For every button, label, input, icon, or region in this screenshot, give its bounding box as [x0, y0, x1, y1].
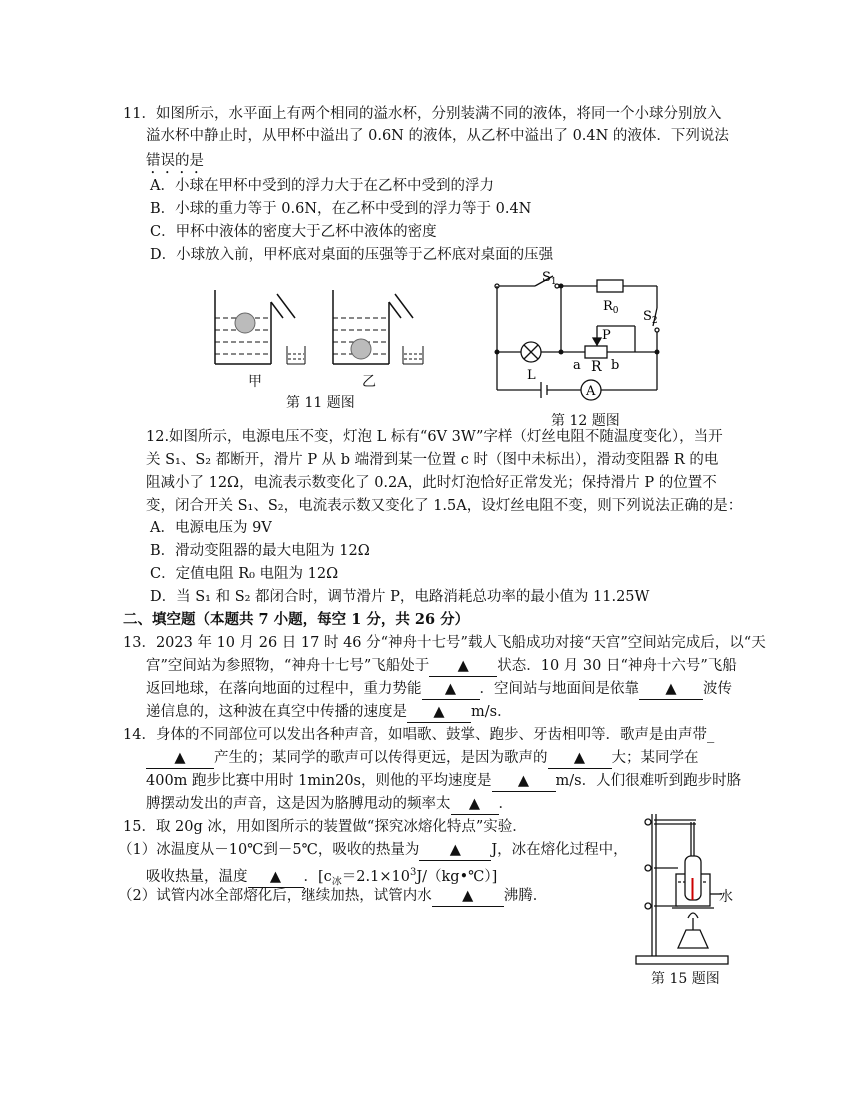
answer-blank[interactable]: ▲ [451, 794, 499, 815]
q12-line4: 变，闭合开关 S₁、S₂，电流表示数又变化了 1.5A，设灯丝电阻不变，则下列说法正确的是： [146, 498, 743, 514]
q11-line1: 11．如图所示，水平面上有两个相同的溢水杯，分别装满不同的液体，将同一个小球分别放入 [123, 106, 722, 122]
q12-line2: 关 S₁、S₂ 都断开，滑片 P 从 b 端滑到某一位置 c 时（图中未标出），滑动变阻器 R 的电 [146, 452, 719, 468]
figure-12-caption: 第 12 题图 [551, 413, 620, 429]
q15-part2: （2）试管内冰全部熔化后，继续加热，试管内水 ▲ 沸腾． [118, 886, 547, 907]
q13-line4: 递信息的，这种波在真空中传播的速度是 ▲ m/s． [146, 702, 512, 723]
q15-line1: 15．取 20g 冰，用如图所示的装置做“探究冰熔化特点”实验． [123, 819, 527, 835]
answer-blank[interactable]: ▲ [639, 679, 703, 700]
q14-line4: 膊摆动发出的声音，这是因为胳膊甩动的频率太 ▲ ． [146, 794, 513, 815]
label-yi: 乙 [362, 374, 376, 390]
q12-option-c: C．定值电阻 R₀ 电阻为 12Ω [150, 566, 339, 582]
q13-line2: 宫”空间站为参照物，“神舟十七号”飞船处于 ▲ 状态．10 月 30 日“神舟十六号”飞船 [146, 656, 737, 677]
answer-blank[interactable]: ▲ [492, 771, 556, 792]
label-p: P [602, 328, 611, 343]
answer-blank[interactable]: ▲ [422, 679, 480, 700]
label-s1: $S_1$ [542, 270, 557, 287]
figure-11-overflow-cups [205, 280, 435, 390]
q12-option-b: B．滑动变阻器的最大电阻为 12Ω [150, 543, 370, 559]
q11-option-a: A．小球在甲杯中受到的浮力大于在乙杯中受到的浮力 [150, 178, 494, 194]
q14-line2: ▲ 产生的；某同学的歌声可以传得更远，是因为歌声的 ▲ 大；某同学在 [146, 748, 699, 769]
q15-part1-line2: 吸收热量，温度 ▲ ．$[c_冰=2.1\times 10^3J/(kg•℃)]$ [146, 867, 498, 888]
ammeter-icon: A [586, 384, 596, 399]
figure-15-caption: 第 15 题图 [651, 971, 720, 987]
cup-yi [333, 290, 423, 364]
figure-11-caption: 第 11 题图 [286, 395, 355, 411]
q11-option-c: C．甲杯中液体的密度大于乙杯中液体的密度 [150, 224, 437, 240]
label-a: a [573, 358, 581, 373]
q15-part1-line1: （1）冰温度从－10℃到－5℃，吸收的热量为 ▲ J，冰在熔化过程中， [118, 840, 628, 861]
figure-12-circuit [485, 268, 675, 410]
cup-jia [215, 290, 305, 364]
q11-line2: 溢水杯中静止时，从甲杯中溢出了 0.6N 的液体，从乙杯中溢出了 0.4N 的液体．下列说法 [146, 128, 729, 144]
q12-line3: 阻减小了 12Ω，电流表示数变化了 0.2A，此时灯泡恰好正常发光；保持滑片 P 的位置不 [146, 475, 717, 491]
answer-blank[interactable]: ▲ [248, 867, 304, 888]
answer-blank[interactable]: ▲ [146, 748, 214, 769]
q12-option-a: A．电源电压为 9V [150, 520, 272, 536]
label-s2: $S_2$ [643, 309, 658, 326]
q14-line1: 14．身体的不同部位可以发出各种声音，如唱歌、鼓掌、跑步、牙齿相叩等．歌声是由声带_ [123, 727, 715, 743]
q12-line1: 12.如图所示，电源电压不变，灯泡 L 标有“6V 3W”字样（灯丝电阻不随温度变化），当开 [146, 429, 723, 445]
q14-line3: 400m 跑步比赛中用时 1min20s，则他的平均速度是 ▲ m/s．人们很难听到跑步时胳 [146, 771, 741, 792]
answer-blank[interactable]: ▲ [429, 656, 497, 677]
label-jia: 甲 [248, 374, 262, 390]
q11-option-d: D．小球放入前，甲杯底对桌面的压强等于乙杯底对桌面的压强 [150, 247, 554, 263]
q11-line3: 错误的是 [146, 153, 204, 169]
label-r: R [591, 359, 602, 375]
answer-blank[interactable]: ▲ [407, 702, 471, 723]
label-l: L [527, 368, 536, 383]
label-r0: $R_0$ [603, 299, 619, 316]
q11-option-b: B．小球的重力等于 0.6N，在乙杯中受到的浮力等于 0.4N [150, 201, 532, 217]
answer-blank[interactable]: ▲ [432, 886, 504, 907]
section-2-heading: 二、填空题（本题共 7 小题，每空 1 分，共 26 分） [123, 611, 470, 628]
water-label: 水 [719, 889, 733, 905]
q13-line3: 返回地球，在落向地面的过程中，重力势能 ▲ ．空间站与地面间是依靠 ▲ 波传 [146, 679, 732, 700]
label-b: b [611, 358, 620, 373]
q13-line1: 13．2023 年 10 月 26 日 17 时 46 分“神舟十七号”载人飞船成功对接“天宫”空间站完成后，以“天 [123, 635, 766, 651]
answer-blank[interactable]: ▲ [548, 748, 612, 769]
q12-option-d: D．当 S₁ 和 S₂ 都闭合时，调节滑片 P，电路消耗总功率的最小值为 11.25W [150, 589, 650, 605]
answer-blank[interactable]: ▲ [419, 840, 491, 861]
